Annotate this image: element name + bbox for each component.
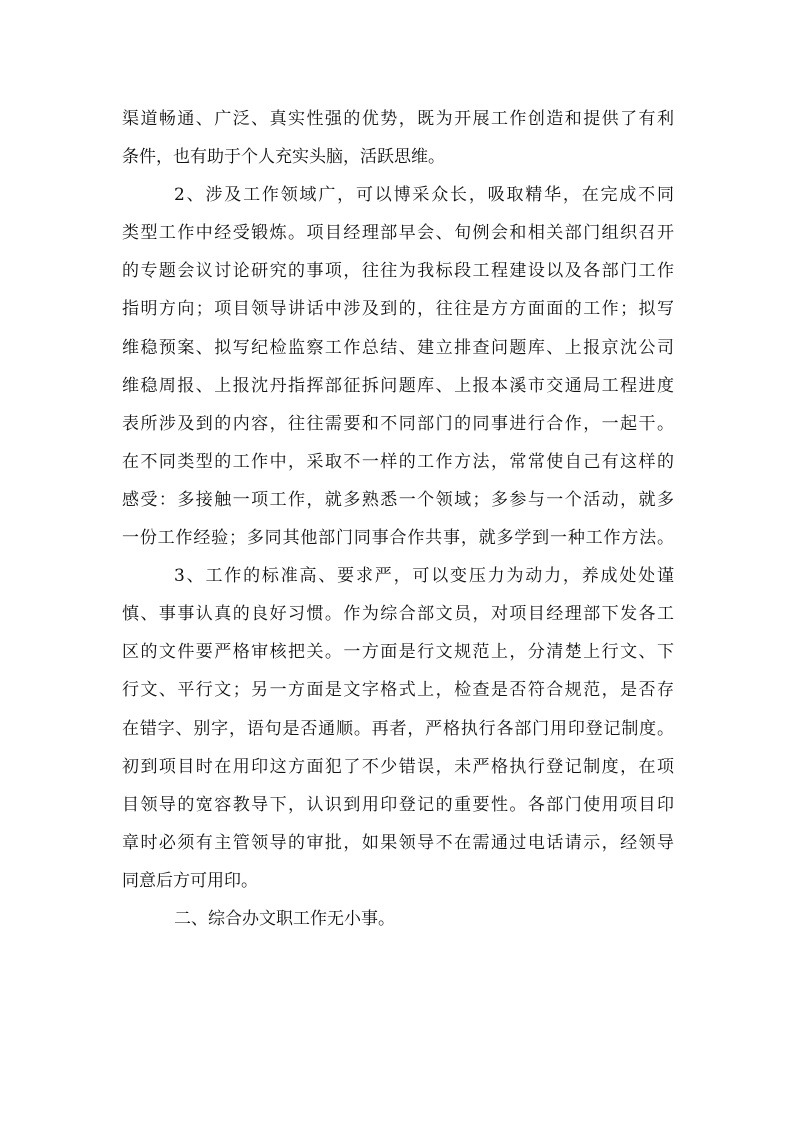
text-line: 同意后方可用印。 <box>122 870 258 891</box>
text-line: 初到项目时在用印这方面犯了不少错误，未严格执行登记制度，在项 <box>122 756 674 777</box>
text-line: 维稳周报、上报沈丹指挥部征拆问题库、上报本溪市交通局工程进度 <box>122 375 674 396</box>
text-line: 感受：多接触一项工作，就多熟悉一个领域；多参与一个活动，就多 <box>122 489 674 510</box>
text-line: 的专题会议讨论研究的事项，往往为我标段工程建设以及各部门工作 <box>122 261 674 282</box>
text-line: 在错字、别字，语句是否通顺。再者，严格执行各部门用印登记制度。 <box>122 718 674 739</box>
text-line: 章时必须有主管领导的审批，如果领导不在需通过电话请示，经领导 <box>122 832 674 853</box>
text-line: 慎、事事认真的良好习惯。作为综合部文员，对项目经理部下发各工 <box>122 604 674 625</box>
section-heading: 二、综合办文职工作无小事。 <box>174 908 395 929</box>
text-line: 行文、平行文；另一方面是文字格式上，检查是否符合规范，是否存 <box>122 680 674 701</box>
text-line: 表所涉及到的内容，往往需要和不同部门的同事进行合作，一起干。 <box>122 413 674 434</box>
text-line: 目领导的宽容教导下，认识到用印登记的重要性。各部门使用项目印 <box>122 794 674 815</box>
text-line: 在不同类型的工作中，采取不一样的工作方法，常常使自己有这样的 <box>122 451 674 472</box>
text-line: 指明方向；项目领导讲话中涉及到的，往往是方方面面的工作；拟写 <box>122 299 674 320</box>
text-line: 维稳预案、拟写纪检监察工作总结、建立排查问题库、上报京沈公司 <box>122 337 674 358</box>
text-line: 渠道畅通、广泛、真实性强的优势，既为开展工作创造和提供了有利 <box>122 109 674 129</box>
text-line: 3、工作的标准高、要求严，可以变压力为动力，养成处处谨 <box>174 566 674 587</box>
text-line: 类型工作中经受锻炼。项目经理部早会、旬例会和相关部门组织召开 <box>122 223 674 244</box>
text-line: 区的文件要严格审核把关。一方面是行文规范上，分清楚上行文、下 <box>122 642 674 663</box>
text-line: 一份工作经验；多同其他部门同事合作共事，就多学到一种工作方法。 <box>122 528 674 549</box>
document-body <box>122 100 674 938</box>
text-line: 条件，也有助于个人充实头脑，活跃思维。 <box>122 147 445 168</box>
text-line: 2、涉及工作领域广，可以博采众长，吸取精华，在完成不同 <box>174 185 674 206</box>
